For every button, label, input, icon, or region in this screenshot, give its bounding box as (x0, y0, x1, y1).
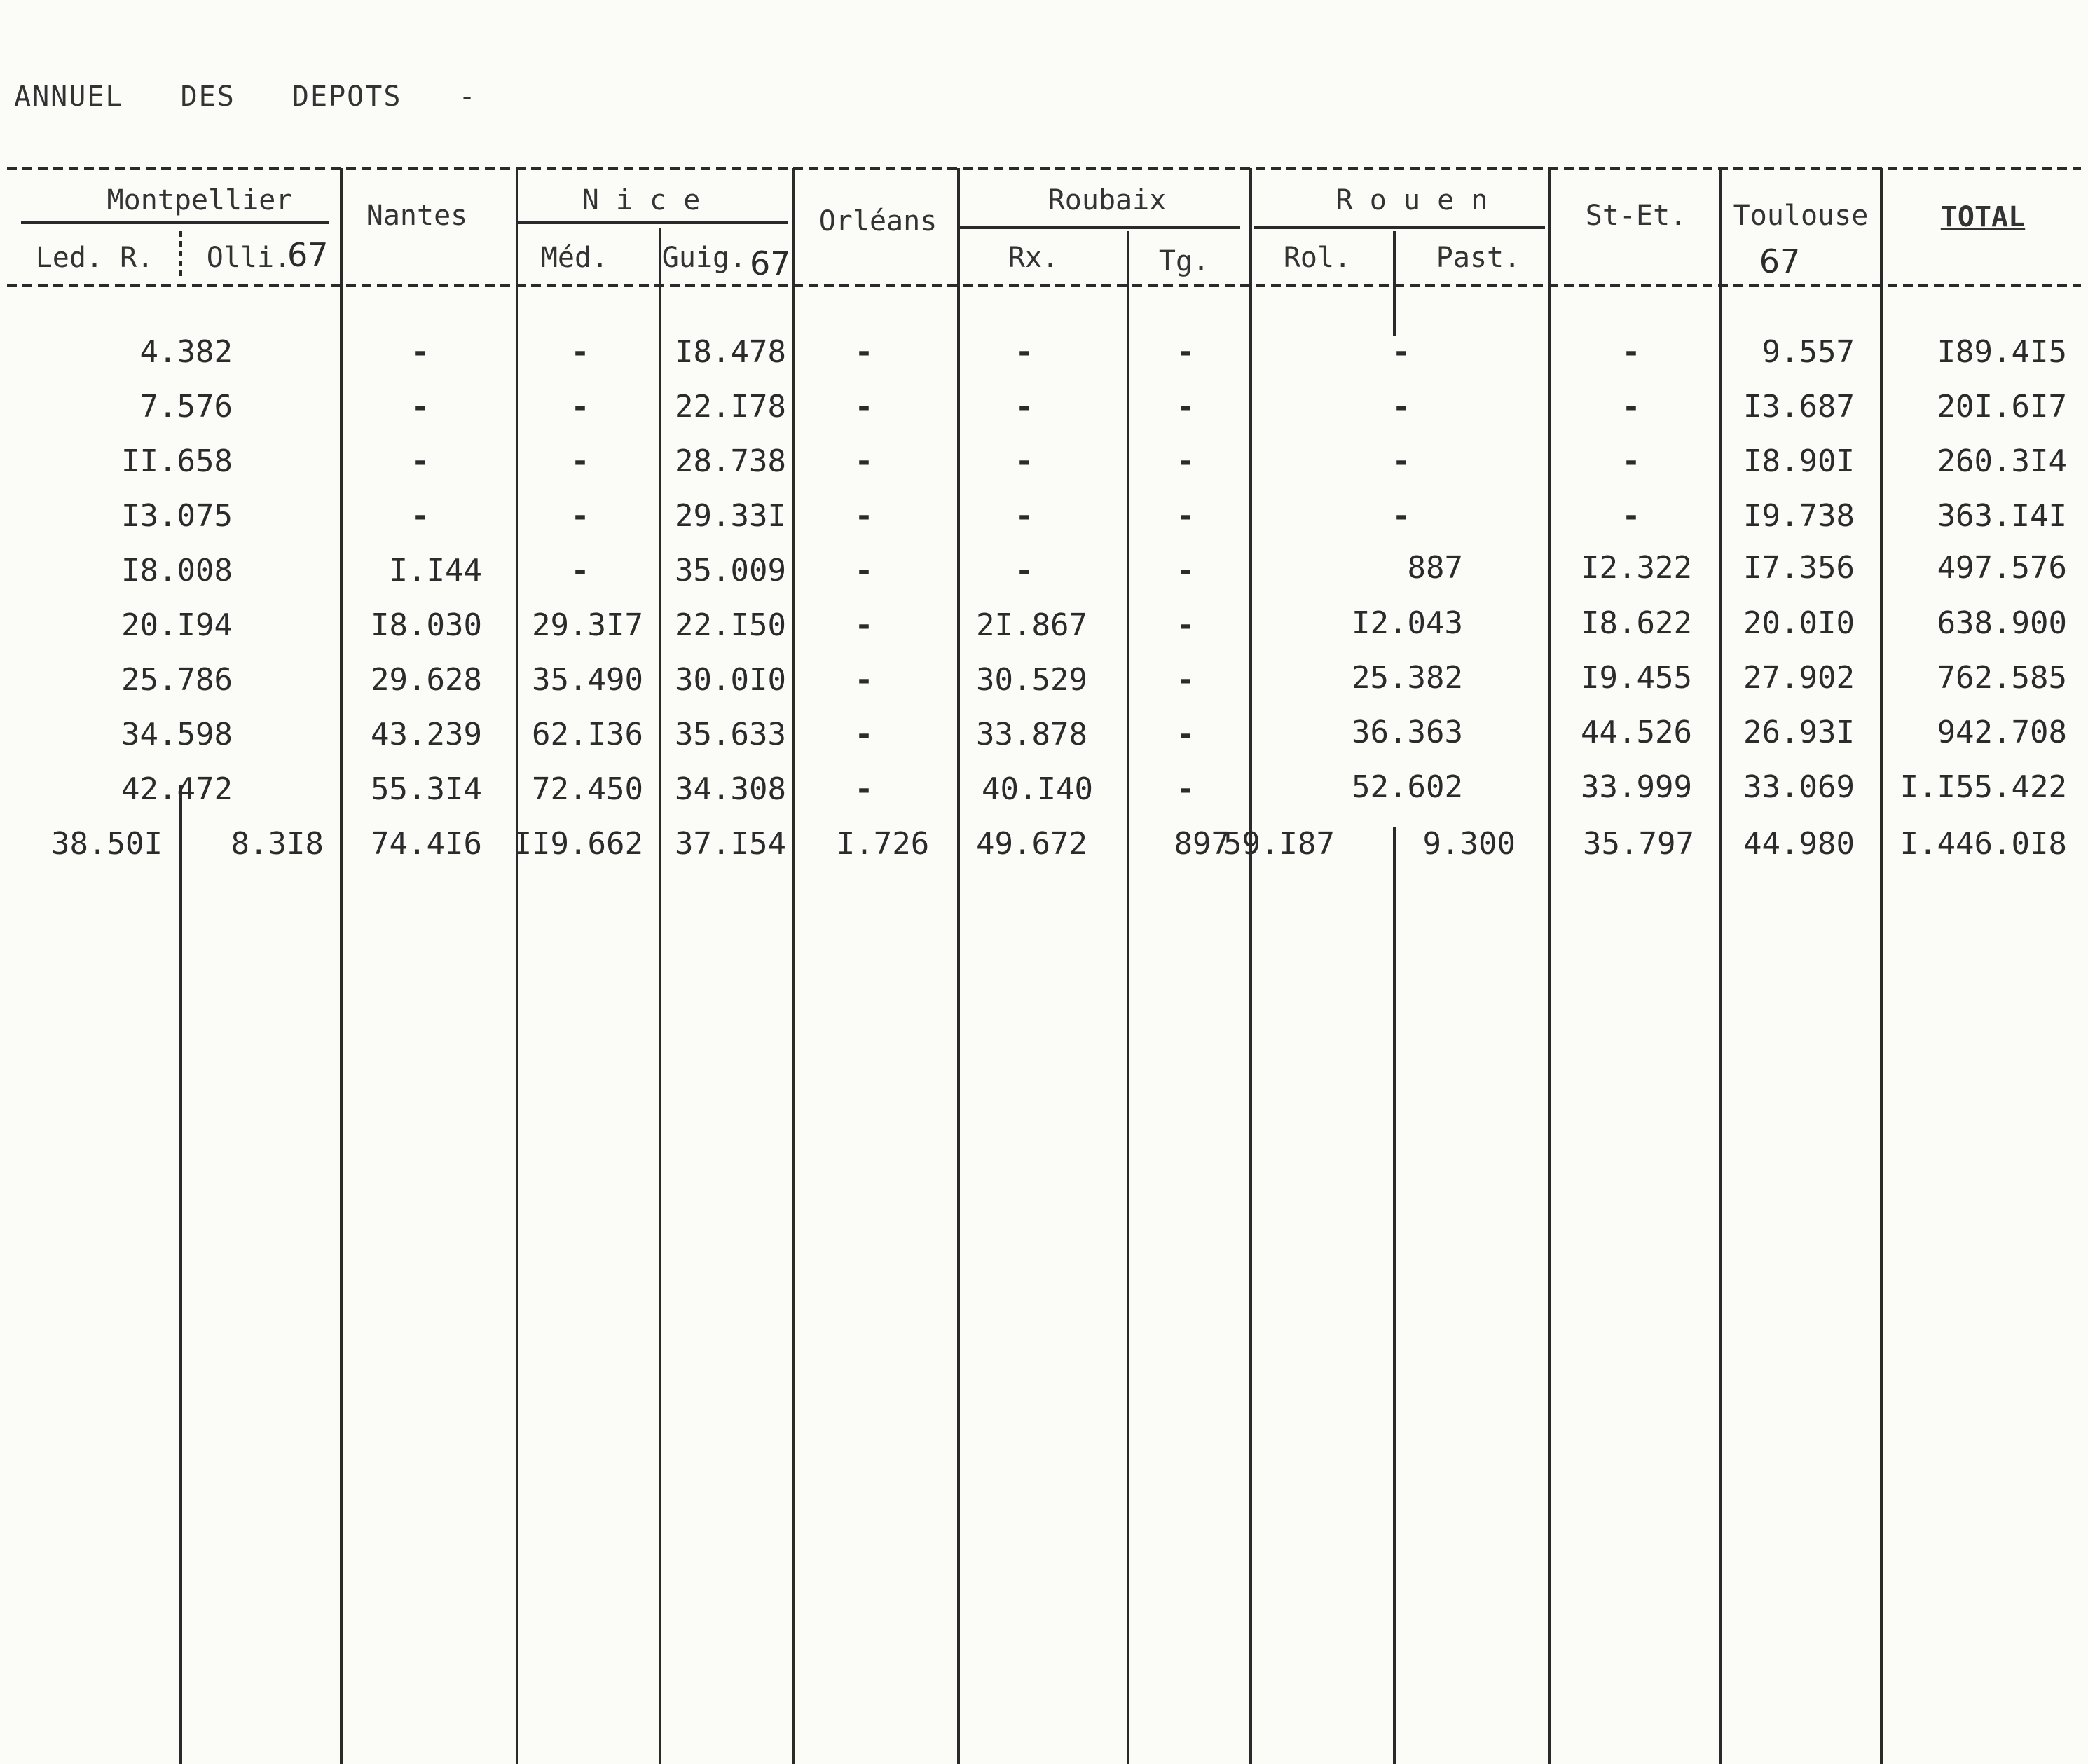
cell-toulouse: 9.557 (1761, 334, 1855, 370)
cell-med: 35.490 (532, 662, 643, 698)
cell-rx: - (1015, 443, 1034, 479)
cell-orleans: - (854, 498, 874, 534)
cell-toulouse: 44.980 (1743, 826, 1855, 862)
cell-montpellier: 25.786 (121, 662, 233, 698)
cell-rouen: 52.602 (1352, 769, 1463, 805)
cell-olli: 8.3I8 (231, 826, 324, 862)
cell-rouen: 25.382 (1352, 660, 1463, 696)
cell-tg: - (1176, 771, 1195, 807)
header-orleans: Orléans (818, 205, 937, 237)
page-title: ANNUEL DES DEPOTS - (14, 81, 477, 113)
cell-rx: 49.672 (976, 826, 1087, 862)
cell-nantes: - (411, 443, 430, 479)
cell-rx: 33.878 (976, 717, 1087, 752)
cell-orleans: - (854, 334, 874, 370)
cell-total: I.446.0I8 (1900, 826, 2067, 862)
cell-orleans: - (854, 717, 874, 752)
cell-montpellier: 20.I94 (121, 607, 233, 643)
cell-guig: 28.738 (675, 443, 786, 479)
cell-tg: - (1176, 662, 1195, 698)
cell-rouen: - (1392, 334, 1411, 370)
cell-past: 9.300 (1422, 826, 1516, 862)
cell-montpellier: I8.008 (121, 553, 233, 588)
cell-total: I89.4I5 (1937, 334, 2067, 370)
cell-st-et: I9.455 (1581, 660, 1692, 696)
cell-orleans: - (854, 662, 874, 698)
cell-rx: 30.529 (976, 662, 1087, 698)
header-olli: Olli. (206, 242, 291, 274)
cell-total: 942.708 (1937, 715, 2067, 750)
handwritten-67: 67 (1759, 242, 1801, 280)
cell-total: I.I55.422 (1900, 769, 2067, 805)
cell-orleans: I.726 (836, 826, 930, 862)
cell-montpellier: II.658 (121, 443, 233, 479)
cell-guig: 35.633 (675, 717, 786, 752)
cell-rouen: 887 (1407, 550, 1463, 586)
cell-toulouse: I8.90I (1743, 443, 1855, 479)
cell-tg: - (1176, 443, 1195, 479)
header-past: Past. (1436, 242, 1521, 274)
cell-orleans: - (854, 771, 874, 807)
cell-st-et: I8.622 (1581, 605, 1692, 641)
cell-rx: 40.I40 (982, 771, 1093, 807)
cell-guig: 30.0I0 (675, 662, 786, 698)
cell-tg: 897 (1174, 826, 1230, 862)
cell-nantes: I8.030 (371, 607, 482, 643)
header-montpellier: Montpellier (107, 184, 293, 216)
cell-guig: 34.308 (675, 771, 786, 807)
cell-guig: 22.I50 (675, 607, 786, 643)
cell-rx: 2I.867 (976, 607, 1087, 643)
header-rol: Rol. (1283, 242, 1352, 274)
cell-nantes: - (411, 334, 430, 370)
cell-rx: - (1015, 553, 1034, 588)
header-st-et: St-Et. (1585, 200, 1687, 232)
cell-st-et: - (1621, 443, 1641, 479)
cell-nantes: 29.628 (371, 662, 482, 698)
cell-st-et: - (1621, 389, 1641, 425)
cell-orleans: - (854, 607, 874, 643)
cell-guig: 37.I54 (675, 826, 786, 862)
cell-nantes: 74.4I6 (371, 826, 482, 862)
cell-toulouse: 27.902 (1743, 660, 1855, 696)
cell-montpellier: 42.472 (121, 771, 233, 807)
cell-nantes: 43.239 (371, 717, 482, 752)
header-roubaix: Roubaix (1048, 184, 1167, 216)
cell-tg: - (1176, 553, 1195, 588)
cell-st-et: - (1621, 498, 1641, 534)
cell-guig: 22.I78 (675, 389, 786, 425)
cell-montpellier: 4.382 (139, 334, 233, 370)
cell-st-et: 33.999 (1581, 769, 1692, 805)
cell-tg: - (1176, 607, 1195, 643)
cell-rouen: - (1392, 389, 1411, 425)
cell-med: 29.3I7 (532, 607, 643, 643)
cell-tg: - (1176, 389, 1195, 425)
cell-st-et: - (1621, 334, 1641, 370)
cell-rouen: 36.363 (1352, 715, 1463, 750)
cell-toulouse: 26.93I (1743, 715, 1855, 750)
cell-total: 363.I4I (1937, 498, 2067, 534)
header-nice: N i c e (582, 184, 701, 216)
cell-st-et: 35.797 (1583, 826, 1694, 862)
cell-guig: I8.478 (675, 334, 786, 370)
cell-med: - (570, 498, 590, 534)
cell-nantes: I.I44 (389, 553, 482, 588)
cell-orleans: - (854, 443, 874, 479)
cell-toulouse: 33.069 (1743, 769, 1855, 805)
cell-tg: - (1176, 334, 1195, 370)
cell-st-et: 44.526 (1581, 715, 1692, 750)
cell-orleans: - (854, 389, 874, 425)
cell-med: II9.662 (513, 826, 643, 862)
cell-rouen: I2.043 (1352, 605, 1463, 641)
cell-med: 72.450 (532, 771, 643, 807)
cell-rx: - (1015, 389, 1034, 425)
cell-total: 20I.6I7 (1937, 389, 2067, 425)
cell-toulouse: I9.738 (1743, 498, 1855, 534)
cell-tg: - (1176, 498, 1195, 534)
header-nantes: Nantes (366, 200, 468, 232)
cell-med: - (570, 334, 590, 370)
cell-guig: 35.009 (675, 553, 786, 588)
cell-rx: - (1015, 334, 1034, 370)
cell-nantes: - (411, 389, 430, 425)
cell-montpellier: I3.075 (121, 498, 233, 534)
cell-total: 260.3I4 (1937, 443, 2067, 479)
cell-rouen: - (1392, 443, 1411, 479)
header-total: TOTAL (1940, 201, 2026, 233)
header-led-r: Led. R. (35, 242, 154, 274)
cell-tg: - (1176, 717, 1195, 752)
cell-rol: 59.I87 (1223, 826, 1335, 862)
cell-guig: 29.33I (675, 498, 786, 534)
header-guig: Guig. (661, 242, 747, 274)
cell-total: 638.900 (1937, 605, 2067, 641)
cell-toulouse: I3.687 (1743, 389, 1855, 425)
cell-med: 62.I36 (532, 717, 643, 752)
cell-montpellier: 34.598 (121, 717, 233, 752)
cell-orleans: - (854, 553, 874, 588)
header-rouen: R o u e n (1335, 184, 1488, 216)
cell-med: - (570, 443, 590, 479)
cell-montpellier: 7.576 (139, 389, 233, 425)
handwritten-67: 67 (750, 244, 791, 282)
cell-total: 762.585 (1937, 660, 2067, 696)
handwritten-67: 67 (287, 236, 329, 274)
cell-led-r: 38.50I (51, 826, 163, 862)
cell-rx: - (1015, 498, 1034, 534)
header-rx: Rx. (1008, 242, 1059, 274)
header-tg: Tg. (1158, 245, 1210, 277)
cell-st-et: I2.322 (1581, 550, 1692, 586)
cell-nantes: - (411, 498, 430, 534)
cell-nantes: 55.3I4 (371, 771, 482, 807)
cell-med: - (570, 553, 590, 588)
cell-toulouse: I7.356 (1743, 550, 1855, 586)
cell-rouen: - (1392, 498, 1411, 534)
cell-total: 497.576 (1937, 550, 2067, 586)
cell-med: - (570, 389, 590, 425)
header-med: Méd. (540, 242, 609, 274)
cell-toulouse: 20.0I0 (1743, 605, 1855, 641)
header-toulouse: Toulouse (1733, 200, 1869, 232)
